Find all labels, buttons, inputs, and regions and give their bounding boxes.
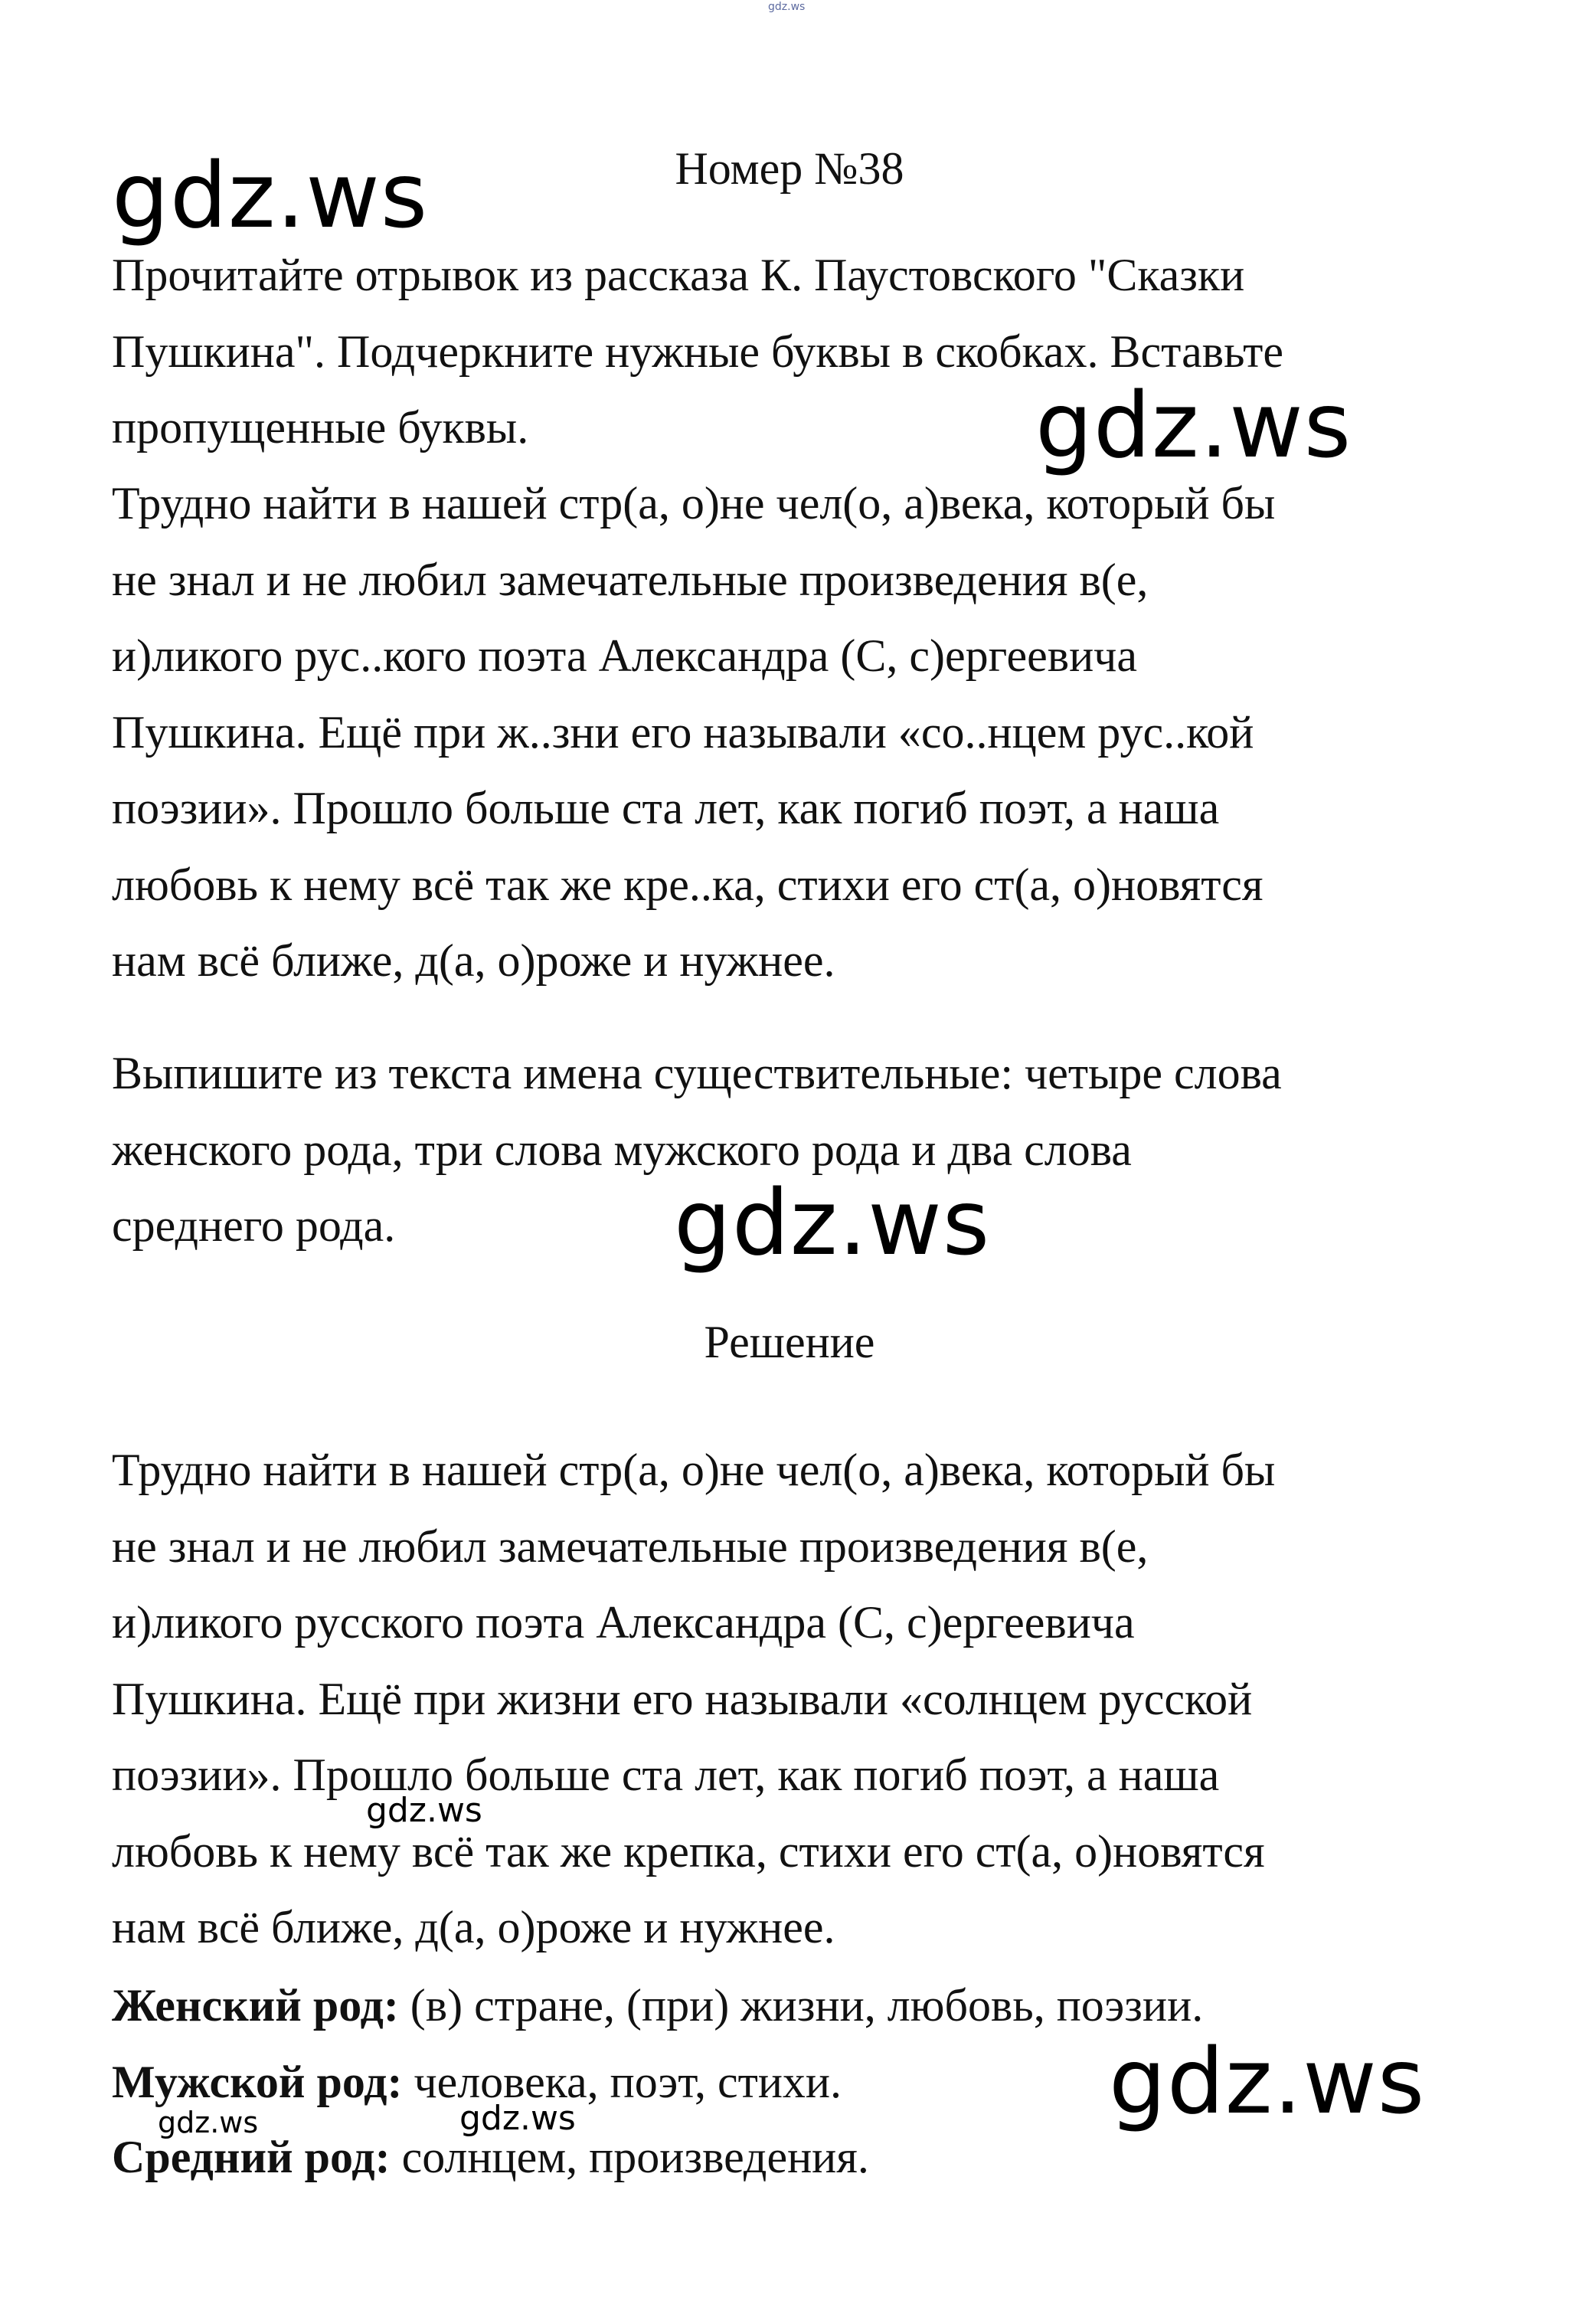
- solution-line: Пушкина. Ещё при жизни его называли «солнцем русской: [112, 1673, 1253, 1724]
- task-line: пропущенные буквы.: [112, 402, 529, 453]
- answer-feminine-label: Женский род:: [112, 1980, 399, 2031]
- solution-line: и)ликого русского поэта Александра (С, с)ергеевича: [112, 1597, 1135, 1648]
- excerpt-line: поэзии». Прошло больше ста лет, как погиб поэт, а наша: [112, 783, 1220, 833]
- answer-masculine-label: Мужской род:: [112, 2057, 403, 2107]
- answer-neuter-label: Средний род:: [112, 2132, 391, 2182]
- watermark-small-3: gdz.ws: [158, 2106, 259, 2139]
- solution-line: любовь к нему всё так же крепка, стихи его ст(а, о)новятся: [112, 1825, 1265, 1877]
- excerpt-line: нам всё ближе, д(а, о)роже и нужнее.: [112, 935, 835, 986]
- watermark-logo-3: gdz.ws: [674, 1170, 991, 1275]
- excerpt-line: не знал и не любил замечательные произведения в(е,: [112, 554, 1149, 605]
- answer-neuter: [112, 2131, 869, 2184]
- solution-text: [112, 1432, 1460, 1966]
- task2-line: женского рода, три слова мужского рода и два слова: [112, 1124, 1132, 1175]
- task-line: Пушкина". Подчеркните нужные буквы в скобках. Вставьте: [112, 326, 1283, 377]
- watermark-small-2: gdz.ws: [459, 2099, 576, 2138]
- excerpt-line: Пушкина. Ещё при ж..зни его называли «со..нцем рус..кой: [112, 706, 1254, 758]
- task-line: Прочитайте отрывок из рассказа К. Паустовского "Сказки: [112, 250, 1245, 300]
- answer-feminine: [112, 1979, 1203, 2032]
- solution-line: нам всё ближе, д(а, о)роже и нужнее.: [112, 1902, 835, 1952]
- task2-instructions: [112, 1036, 1460, 1265]
- task-instructions: [112, 237, 1460, 466]
- watermark-logo-1: gdz.ws: [112, 142, 429, 248]
- excerpt-line: и)ликого рус..кого поэта Александра (С, с)ергеевича: [112, 630, 1137, 681]
- top-site-tag: gdz.ws: [768, 1, 806, 13]
- solution-line: Трудно найти в нашей стр(а, о)не чел(о, а)века, который бы: [112, 1445, 1276, 1495]
- answer-masculine: [112, 2056, 842, 2109]
- excerpt-line: Трудно найти в нашей стр(а, о)не чел(о, а)века, который бы: [112, 478, 1276, 529]
- excerpt-line: любовь к нему всё так же кре..ка, стихи его ст(а, о)новятся: [112, 859, 1264, 910]
- solution-line: не знал и не любил замечательные произведения в(е,: [112, 1520, 1149, 1572]
- watermark-logo-2: gdz.ws: [1035, 372, 1352, 478]
- task2-line: среднего рода.: [112, 1200, 396, 1251]
- answer-neuter-value: солнцем, произведения.: [401, 2132, 869, 2182]
- solution-line: поэзии». Прошло больше ста лет, как погиб поэт, а наша: [112, 1750, 1220, 1800]
- task2-line: Выпишите из текста имена существительные: четыре слова: [112, 1048, 1282, 1098]
- watermark-small-1: gdz.ws: [366, 1791, 482, 1830]
- watermark-logo-4: gdz.ws: [1109, 2028, 1426, 2134]
- answer-masculine-value: человека, поэт, стихи.: [414, 2057, 842, 2107]
- solution-heading: Решение: [704, 1317, 875, 1367]
- page-title: Номер №38: [675, 143, 904, 194]
- excerpt-text: [112, 466, 1460, 1000]
- answer-feminine-value: (в) стране, (при) жизни, любовь, поэзии.: [410, 1980, 1204, 2031]
